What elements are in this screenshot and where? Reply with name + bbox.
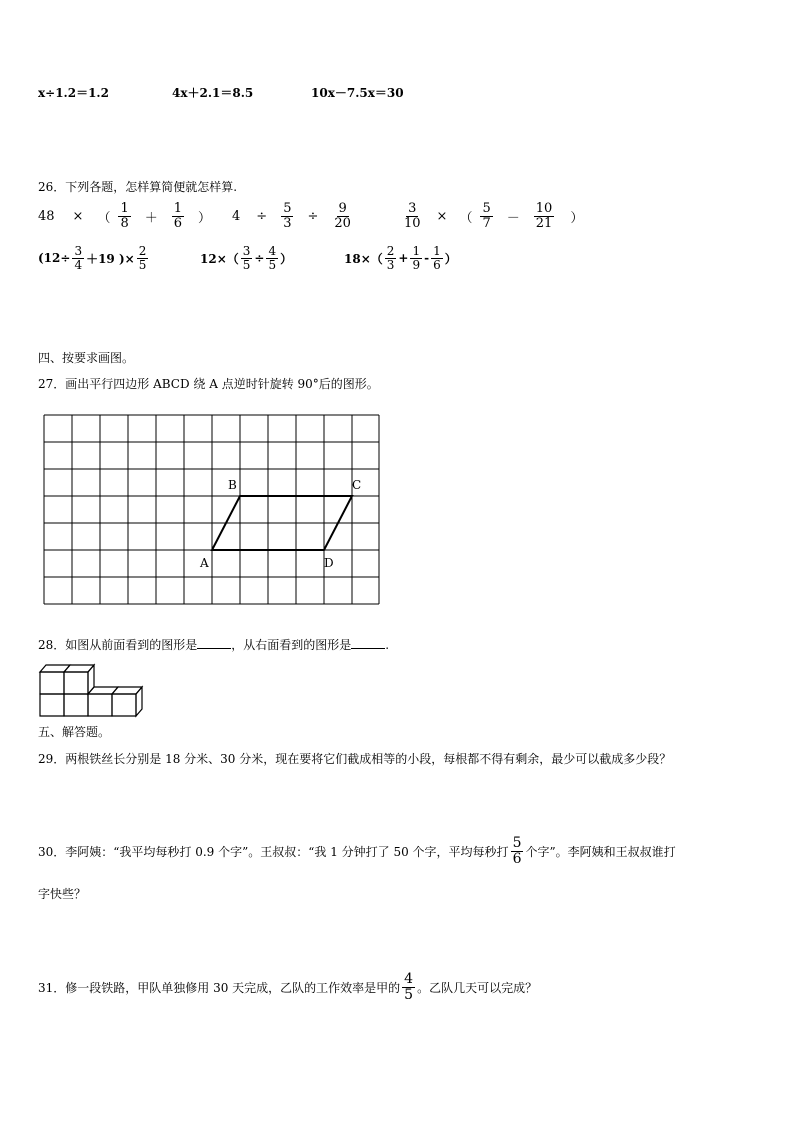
expr-text: (12÷ (38, 251, 71, 266)
expr-text: ＋19 )× (86, 251, 135, 266)
q27-title: 27．画出平行四边形 ABCD 绕 A 点逆时针旋转 90°后的图形。 (38, 377, 379, 391)
q30-part-a: 30．李阿姨：“我平均每秒打 0.9 个字”。王叔叔：“我 1 分钟打了 50 个字，平均每秒打 (38, 844, 509, 859)
equation-2: 4x＋2.1＝8.5 (172, 86, 254, 100)
right-paren: ） (570, 210, 584, 226)
q31-text (38, 972, 537, 1002)
times-sign: × (72, 208, 84, 224)
fraction: $\frac{5}{3}$ (283, 201, 292, 231)
expr-text: 12×（ (200, 251, 239, 266)
fraction: $\frac{5}{6}$ (512, 835, 522, 867)
minus-sign: － (506, 210, 520, 226)
right-paren: ） (280, 251, 293, 266)
fraction: $\frac{3}{4}$ (74, 244, 83, 272)
fraction: $\frac{2}{5}$ (138, 244, 147, 272)
fraction: $\frac{1}{6}$ (173, 201, 183, 231)
fraction: $\frac{3}{10}$ (404, 201, 421, 231)
rotation-grid (43, 414, 381, 608)
num-48: 48 (38, 208, 55, 224)
q26-expr-6 (344, 245, 457, 271)
equation-1: x÷1.2＝1.2 (38, 86, 109, 100)
fraction: $\frac{9}{20}$ (334, 201, 351, 231)
vertex-label-c: C (352, 478, 362, 492)
vertex-label-a: A (200, 556, 209, 570)
vertex-label-b: B (228, 478, 237, 492)
fraction: $\frac{5}{7}$ (482, 201, 491, 231)
q26-expr-5 (200, 245, 292, 271)
divide-sign: ÷ (307, 208, 319, 224)
plus-sign: + (398, 251, 409, 266)
q28-part-a: 28．如图从前面看到的图形是 (38, 638, 198, 652)
right-paren: ） (198, 210, 212, 226)
q30-line-1 (38, 836, 676, 866)
left-paren: （ (97, 210, 111, 226)
expr-text: 18×（ (344, 251, 383, 266)
q26-expr-3 (400, 202, 583, 230)
q26-expr-2 (232, 202, 355, 230)
left-paren: （ (459, 210, 473, 226)
q26-expr-1 (38, 202, 211, 230)
divide-sign: ÷ (256, 208, 268, 224)
fraction: $\frac{4}{5}$ (268, 244, 277, 272)
fraction: $\frac{1}{8}$ (120, 201, 129, 231)
fraction: $\frac{4}{5}$ (404, 971, 414, 1003)
answer-blank-right[interactable] (351, 638, 385, 649)
fraction: $\frac{3}{5}$ (242, 244, 251, 272)
plus-sign: ＋ (144, 210, 158, 226)
num-4: 4 (232, 208, 241, 224)
q29-text: 29．两根铁丝长分别是 18 分米、30 分米，现在要将它们截成相等的小段，每根都不得有剩余，最少可以截成多少段？ (38, 752, 672, 766)
vertex-label-d: D (324, 556, 334, 570)
fraction: $\frac{1}{6}$ (433, 244, 441, 272)
fraction: $\frac{10}{21}$ (535, 201, 553, 231)
answer-blank-front[interactable] (197, 638, 231, 649)
times-sign: × (436, 208, 448, 224)
q26-expr-4 (38, 245, 150, 271)
section-5-heading: 五、解答题。 (38, 725, 111, 739)
minus-sign: - (424, 251, 430, 266)
q30-line-2: 字快些？ (38, 887, 87, 901)
equation-3: 10x－7.5x＝30 (311, 86, 404, 100)
section-4-heading: 四、按要求画图。 (38, 351, 135, 365)
fraction: $\frac{2}{3}$ (386, 244, 395, 272)
cube-stack-figure (38, 660, 150, 720)
q28-text (38, 636, 389, 653)
q28-period: . (385, 638, 390, 652)
q31-part-a: 31．修一段铁路，甲队单独修用 30 天完成，乙队的工作效率是甲的 (38, 980, 401, 995)
q26-title: 26．下列各题，怎样算简便就怎样算. (38, 180, 238, 194)
right-paren: ） (444, 251, 457, 266)
divide-sign: ÷ (254, 251, 265, 266)
fraction: $\frac{1}{9}$ (412, 244, 421, 272)
q31-part-b: 。乙队几天可以完成？ (417, 980, 538, 995)
grid-lines (44, 415, 379, 604)
q30-part-b: 个字”。李阿姨和王叔叔谁打 (525, 844, 676, 859)
q28-part-b: ，从右面看到的图形是 (231, 638, 352, 652)
